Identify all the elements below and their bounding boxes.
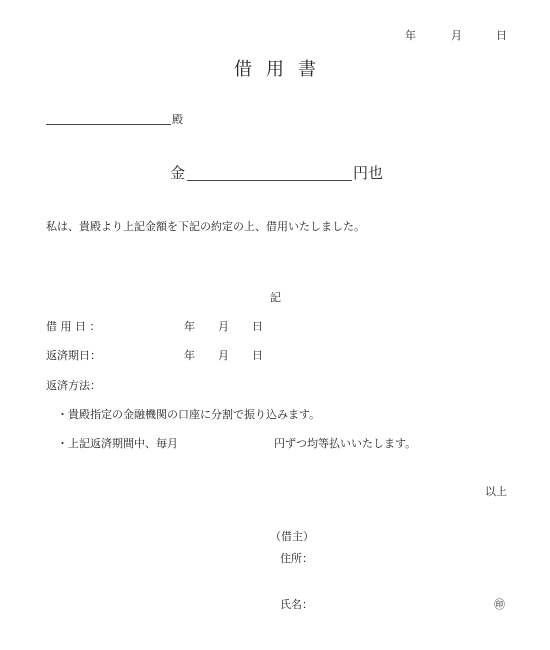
- borrow-date-day: 日: [252, 320, 263, 333]
- repay-date-label: 返済期日：: [46, 349, 101, 362]
- ki-heading: 記: [270, 291, 281, 304]
- amount-line[interactable]: [187, 180, 352, 181]
- borrower-label: （借主）: [270, 530, 314, 543]
- addressee-suffix: 殿: [172, 113, 183, 126]
- amount-suffix: 円也: [353, 164, 384, 182]
- borrower-name-label: 氏名：: [280, 598, 313, 611]
- repay-method-item-2-left: ・上記返済期間中、毎月: [57, 437, 178, 450]
- header-day: 日: [496, 29, 507, 42]
- repay-method-item-1: ・貴殿指定の金融機関の口座に分割で振り込みます。: [57, 408, 321, 421]
- borrow-date-label: 借 用 日 ：: [46, 320, 101, 333]
- header-month: 月: [451, 29, 462, 42]
- borrow-date-month: 月: [218, 320, 229, 333]
- document-title: 借用書: [234, 59, 330, 80]
- repay-date-day: 日: [252, 349, 263, 362]
- header-year: 年: [405, 29, 416, 42]
- borrower-address-label: 住所：: [280, 552, 313, 565]
- repay-date-month: 月: [218, 349, 229, 362]
- borrow-date-year: 年: [184, 320, 195, 333]
- seal-mark: ㊞: [494, 598, 505, 611]
- closing-text: 以上: [485, 485, 507, 498]
- repay-method-item-2-right: 円ずつ均等払いいたします。: [274, 437, 417, 450]
- repay-method-label: 返済方法：: [46, 379, 101, 392]
- statement-text: 私は、貴殿より上記金額を下記の約定の上、借用いたしました。: [46, 220, 365, 233]
- amount-prefix: 金: [170, 164, 186, 182]
- addressee-line[interactable]: [46, 124, 171, 125]
- repay-date-year: 年: [184, 349, 195, 362]
